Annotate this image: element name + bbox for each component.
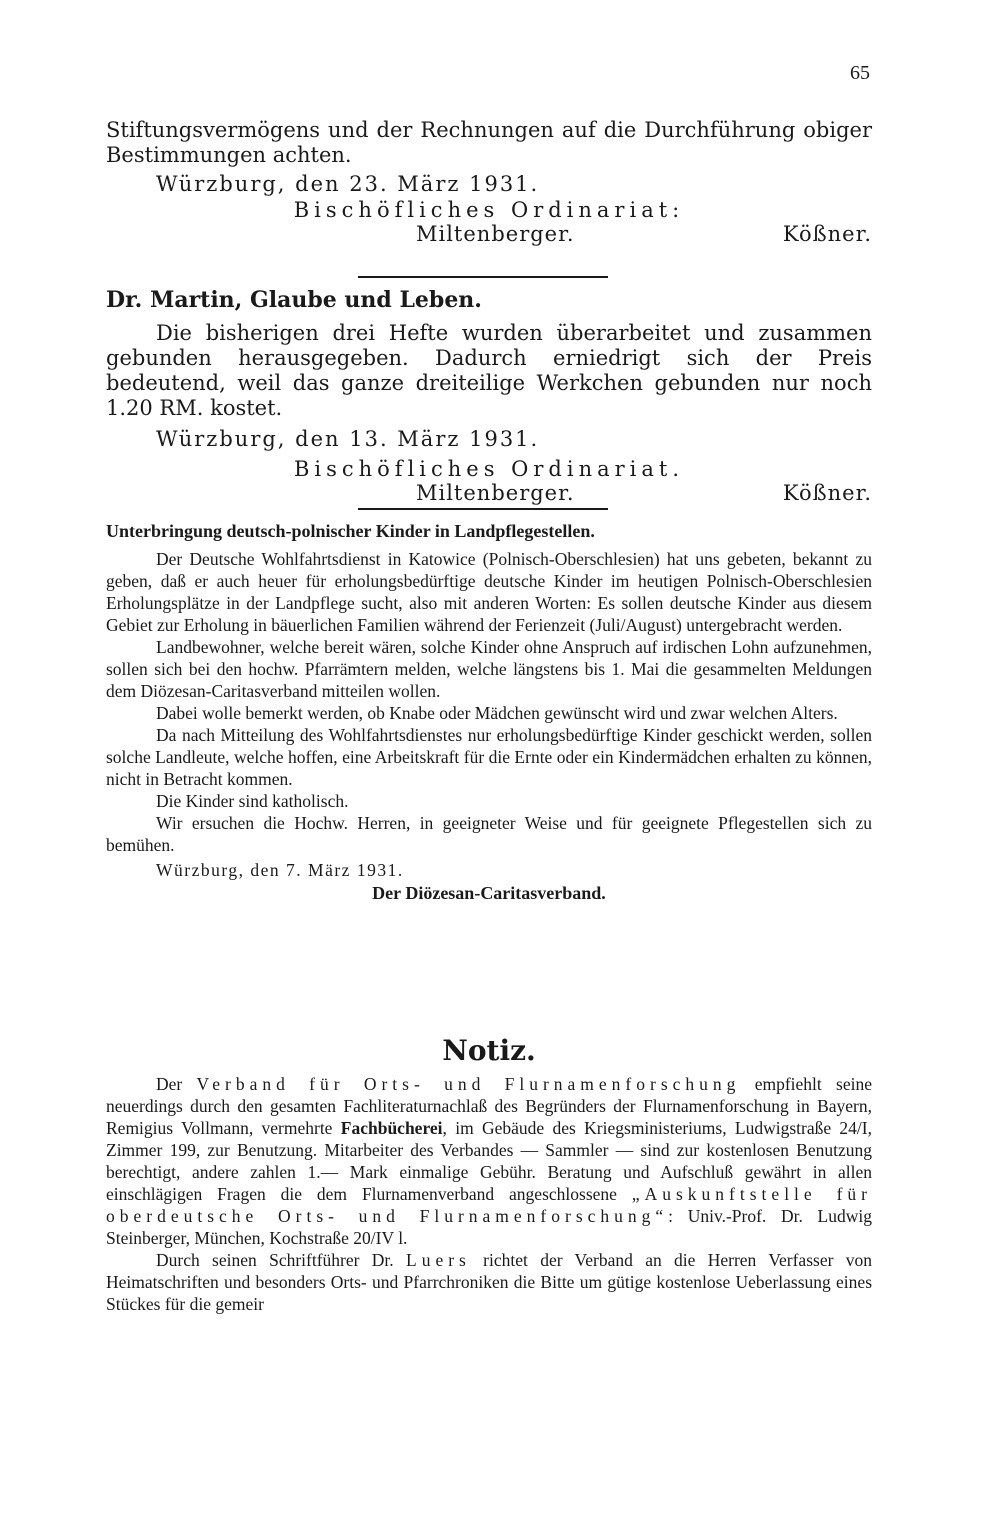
section-glaube-und-leben xyxy=(106,287,872,505)
body-paragraph: Dabei wolle bemerkt werden, ob Knabe oder Mädchen gewünscht wird und zwar welchen Alters. xyxy=(156,703,838,723)
notiz-title: Notiz. xyxy=(442,1034,536,1067)
signer-left: Miltenberger. xyxy=(416,481,575,505)
bold-text: Fachbücherei xyxy=(340,1118,443,1138)
body-paragraph: Da nach Mitteilung des Wohlfahrtsdienstes nur erholungsbedürftige Kinder geschickt werden, sollen solche Landleute, welche hoffen, eine Arbeitskraft für die Ernte oder ein Kindermädchen erhalten zu können, nicht in Betracht kommen. xyxy=(106,725,872,789)
signer-left: Miltenberger. xyxy=(416,222,575,246)
text-run: Der xyxy=(156,1074,197,1094)
section-heading: Unterbringung deutsch-polnischer Kinder in Landpflegestellen. xyxy=(106,521,595,541)
signer-row xyxy=(106,481,872,505)
dateline: Würzburg, den 13. März 1931. xyxy=(156,427,540,451)
office-signature: Bischöfliches Ordinariat: xyxy=(293,198,685,222)
text-run: Durch seinen Schriftführer Dr. xyxy=(156,1250,406,1270)
signer-right: Kößner. xyxy=(782,222,872,246)
organization-signature: Der Diözesan-Caritasverband. xyxy=(372,883,606,903)
page-number: 65 xyxy=(850,62,870,84)
text-run: : Univ.-Prof. Dr. Ludwig Steinberger, München, Kochstraße 20/IV l. xyxy=(106,1206,872,1248)
divider-rule xyxy=(358,508,608,510)
office-signature: Bischöfliches Ordinariat. xyxy=(293,457,685,481)
signer-row xyxy=(106,222,872,246)
body-paragraph: Landbewohner, welche bereit wären, solche Kinder ohne Anspruch auf irdischen Lohn aufzunehmen, sollen sich bei den hochw. Pfarrämtern melden, welche längstens bis 1. Mai die gesammelten Meldungen dem Diözesan-Caritasverband mitteilen wollen. xyxy=(106,637,872,701)
section-notiz xyxy=(106,1034,872,1315)
spaced-text: Verband für Orts- und Flurnamenforschung xyxy=(196,1074,741,1094)
text-run: , im Gebäude des Kriegsministeriums, Ludwigstraße 24/I, Zimmer 199, zur Benutzung. Mitarbeiter des Verbandes — Sammler — sind zur kostenlosen Benutzung berechtigt, andere zahlen 1.— Mark einmalige Gebühr. Beratung und Aufschluß gewährt in allen einschlägigen Fragen die dem Flurnamenverband angeschlossene xyxy=(106,1118,873,1204)
section-heading: Dr. Martin, Glaube und Leben. xyxy=(106,287,482,313)
spaced-text: Luers xyxy=(406,1250,471,1270)
spaced-text: „Auskunftstelle für oberdeutsche Orts- und Flurnamenforschung“ xyxy=(106,1184,872,1226)
body-paragraph: Der Deutsche Wohlfahrtsdienst in Katowice (Polnisch-Oberschlesien) hat uns gebeten, bekannt zu geben, daß er auch heuer für erholungsbedürftige deutsche Kinder im heutigen Polnisch-Oberschlesien Erholungsplätze in der Landpflege sucht, also mit anderen Worten: Es sollen deutsche Kinder aus diesem Gebiet zur Erholung in bäuerlichen Familien während der Ferienzeit (Juli/August) untergebracht werden. xyxy=(106,549,872,635)
body-paragraph xyxy=(106,1073,872,1249)
body-paragraph: Die Kinder sind katholisch. xyxy=(156,791,349,811)
divider-rule xyxy=(358,276,608,278)
body-paragraph: Wir ersuchen die Hochw. Herren, in geeigneter Weise und für geeignete Pflegestellen sich zu bemühen. xyxy=(106,813,872,855)
body-paragraph xyxy=(106,1249,872,1315)
body-paragraph: Die bisherigen drei Hefte wurden überarbeitet und zusammen gebunden herausgegeben. Dadurch erniedrigt sich der Preis bedeutend, weil das ganze dreiteilige Werkchen gebunden nur noch 1.20 RM. kostet. xyxy=(106,321,872,420)
dateline: Würzburg, den 7. März 1931. xyxy=(156,860,404,880)
signer-right: Kößner. xyxy=(782,481,872,505)
text-run: empfiehlt seine neuerdings durch den gesamten Fachliteraturnachlaß des Begründers der Flurnamenforschung in Bayern, Remigius Vollmann, vermehrte xyxy=(106,1074,873,1138)
dateline: Würzburg, den 23. März 1931. xyxy=(156,172,540,196)
body-paragraph: Stiftungsvermögens und der Rechnungen auf die Durchführung obiger Bestimmungen achten. xyxy=(106,118,872,167)
section-unterbringung xyxy=(106,521,872,904)
text-run: richtet der Verband an die Herren Verfasser von Heimatschriften und besonders Orts- und Pfarrchroniken die Bitte um gütige kostenlose Ueberlassung eines Stückes für die gemeir xyxy=(106,1250,872,1314)
section-ordinariat-1 xyxy=(106,118,872,246)
